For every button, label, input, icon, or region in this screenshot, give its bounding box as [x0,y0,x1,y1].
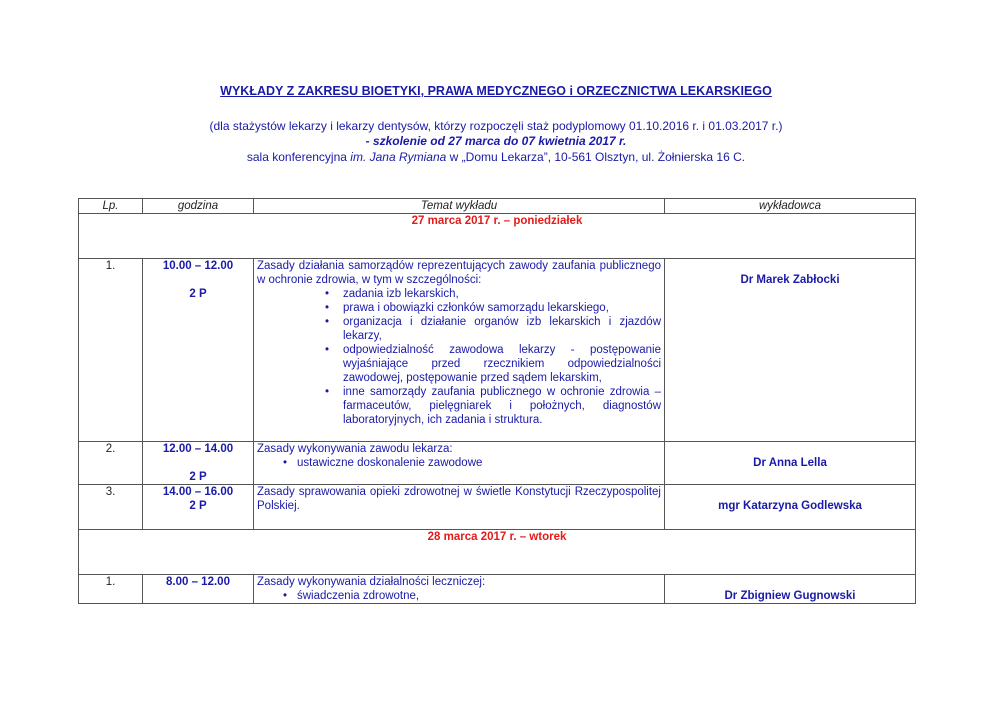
list-item: • inne samorządy zaufania publicznego w ochronie zdrowia – farmaceutów, pielęgniarek i położnych, diagnostów laboratoryjnych, ich zadania i struktura. [343,385,661,427]
row-topic: Zasady działania samorządów reprezentujących zawody zaufania publicznego w ochronie zdrowia, w tym w szczególności: [257,260,661,286]
list-item: • ustawiczne doskonalenie zawodowe [297,456,661,470]
row-lecturer: Dr Zbigniew Gugnowski [724,590,856,602]
row-topic-cell [254,442,665,485]
topic-bullet-list [257,456,661,470]
row-lp: 1. [79,259,143,442]
row-lp: 2. [79,442,143,485]
row-time: 8.00 – 12.00 [143,575,254,604]
row-lecturer: mgr Katarzyna Godlewska [718,500,862,512]
topic-bullet-list [257,287,661,427]
header-lp: Lp. [79,199,143,214]
table-row [79,259,916,442]
header-wykladowca: wykładowca [665,199,916,214]
venue-prefix: sala konferencyjna [246,150,351,164]
day-label: 28 marca 2017 r. – wtorek [79,530,916,575]
list-item: • zadania izb lekarskich, [343,287,661,301]
list-item: • świadczenia zdrowotne, [297,589,661,603]
table-header-row [79,199,916,214]
schedule-table [78,198,916,604]
row-lp: 1. [79,575,143,604]
header-godzina: godzina [143,199,254,214]
list-item: • odpowiedzialność zawodowa lekarzy - postępowanie wyjaśniające przed rzecznikiem odpowiedzialności zawodowej, postępowanie przed sądem lekarskim, [343,343,661,385]
row-hours: 2 P [189,471,207,483]
row-lp: 3. [79,485,143,530]
venue-room-name: im. Jana Rymiana [350,150,447,164]
venue-address: w „Domu Lekarza”, 10-561 Olsztyn, ul. Żołnierska 16 C. [446,150,746,164]
list-item: • prawa i obowiązki członków samorządu lekarskiego, [343,301,661,315]
row-lecturer-cell [665,259,916,442]
table-row [79,575,916,604]
row-time-cell [143,259,254,442]
row-hours: 2 P [189,288,207,300]
day-header-row [79,214,916,259]
row-topic-cell [254,575,665,604]
row-lecturer-cell [665,442,916,485]
row-lecturer-cell [665,575,916,604]
row-topic: Zasady wykonywania działalności leczniczej: [257,576,486,588]
topic-bullet-list [257,589,661,603]
training-dates: - szkolenie od 27 marca do 07 kwietnia 2017 r. [365,134,627,148]
row-time: 10.00 – 12.00 [162,260,234,272]
audience-note: (dla stażystów lekarzy i lekarzy dentysów, którzy rozpoczęli staż podyplomowy 01.10.2016 r. i 01.03.2017 r.) [209,119,783,133]
row-lecturer: Dr Anna Lella [753,457,827,469]
row-topic: Zasady wykonywania zawodu lekarza: [257,443,453,455]
table-row [79,442,916,485]
row-lecturer-cell [665,485,916,530]
table-row [79,485,916,530]
list-item: • organizacja i działanie organów izb lekarskich i zjazdów lekarzy, [343,315,661,343]
row-time: 14.00 – 16.00 [162,486,234,498]
row-lecturer: Dr Marek Zabłocki [740,274,840,286]
row-topic-cell [254,259,665,442]
header-temat: Temat wykładu [254,199,665,214]
day-label: 27 marca 2017 r. – poniedziałek [79,214,916,259]
row-hours: 2 P [189,500,207,512]
row-topic: Zasady sprawowania opieki zdrowotnej w świetle Konstytucji Rzeczypospolitej Polskiej. [254,485,665,530]
row-time-cell [143,442,254,485]
row-time: 12.00 – 14.00 [162,443,234,455]
day-header-row [79,530,916,575]
venue-line [0,150,992,164]
document-title: WYKŁADY Z ZAKRESU BIOETYKI, PRAWA MEDYCZNEGO i ORZECZNICTWA LEKARSKIEGO [220,84,772,98]
row-time-cell [143,485,254,530]
